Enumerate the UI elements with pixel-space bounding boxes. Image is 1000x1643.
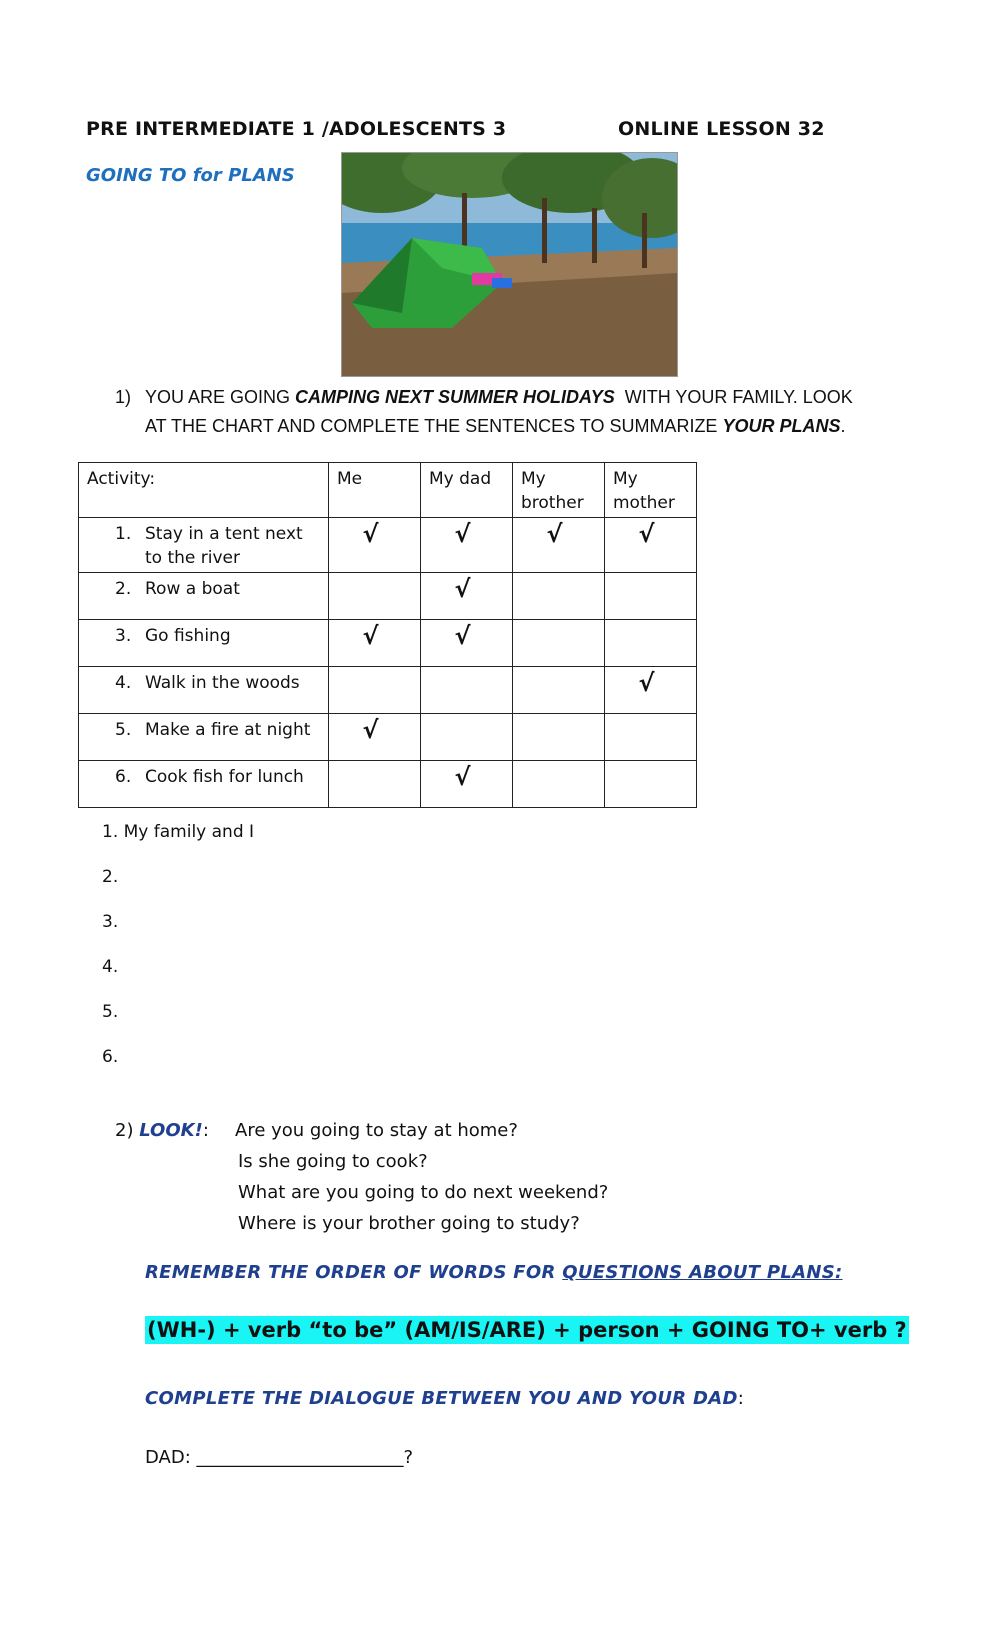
look-colon: : xyxy=(202,1120,209,1141)
header-my-brother: My brother xyxy=(513,463,605,518)
remember-note xyxy=(145,1262,843,1283)
tick-cell[interactable] xyxy=(421,714,513,761)
tick-cell[interactable] xyxy=(513,714,605,761)
activity-label: Row a boat xyxy=(145,579,240,599)
tick-cell[interactable] xyxy=(605,667,697,714)
complete-dialogue-instruction xyxy=(145,1388,744,1409)
header-activity: Activity: xyxy=(79,463,329,518)
activity-number: 1. xyxy=(115,524,132,544)
check-mark-icon: √ xyxy=(362,520,379,548)
answer-line[interactable]: 2. xyxy=(102,867,119,887)
tick-cell[interactable] xyxy=(605,620,697,667)
example-questions xyxy=(235,1115,608,1239)
activity-number: 6. xyxy=(115,767,132,787)
activity-number: 5. xyxy=(115,720,132,740)
tick-cell[interactable] xyxy=(329,761,421,808)
activity-number: 2. xyxy=(115,579,132,599)
chart-row xyxy=(79,714,697,761)
check-mark-icon: √ xyxy=(638,520,655,548)
activity-label: Go fishing xyxy=(145,626,231,646)
tick-cell[interactable] xyxy=(421,667,513,714)
tick-cell[interactable] xyxy=(513,761,605,808)
tick-cell[interactable] xyxy=(421,620,513,667)
tick-cell[interactable] xyxy=(605,573,697,620)
tick-cell[interactable] xyxy=(329,620,421,667)
check-mark-icon: √ xyxy=(454,622,471,650)
tick-cell[interactable] xyxy=(605,761,697,808)
look-label: LOOK! xyxy=(139,1120,203,1141)
tick-cell[interactable] xyxy=(513,620,605,667)
tick-cell[interactable] xyxy=(329,714,421,761)
tick-cell[interactable] xyxy=(513,573,605,620)
exercise2-number: 2) xyxy=(115,1120,134,1141)
remember-prefix: REMEMBER THE ORDER OF WORDS FOR xyxy=(145,1262,563,1283)
formula-line xyxy=(145,1318,909,1342)
exercise1-instructions: YOU ARE GOING CAMPING NEXT SUMMER HOLIDAYS WITH YOUR FAMILY. LOOK AT THE CHART AND COMPLETE THE SENTENCES TO SUMMARIZE YOUR PLANS. xyxy=(145,387,853,436)
dialogue-line-dad[interactable]: DAD: _______________________? xyxy=(145,1447,414,1468)
tick-cell[interactable] xyxy=(329,518,421,573)
chart-header-row xyxy=(79,463,697,518)
exercise1-number: 1) xyxy=(115,387,132,407)
example-question: What are you going to do next weekend? xyxy=(238,1182,609,1203)
activity-label: Walk in the woods xyxy=(145,673,300,693)
remember-underlined: QUESTIONS ABOUT PLANS: xyxy=(562,1262,843,1283)
check-mark-icon: √ xyxy=(638,669,655,697)
camping-photo xyxy=(341,152,678,377)
check-mark-icon: √ xyxy=(546,520,563,548)
check-mark-icon: √ xyxy=(362,622,379,650)
tick-cell[interactable] xyxy=(329,667,421,714)
tick-cell[interactable] xyxy=(605,518,697,573)
tick-cell[interactable] xyxy=(513,518,605,573)
tick-cell[interactable] xyxy=(605,714,697,761)
activity-cell xyxy=(79,573,329,620)
example-question: Where is your brother going to study? xyxy=(238,1213,580,1234)
formula: (WH-) + verb “to be” (AM/IS/ARE) + person + GOING TO+ verb ? xyxy=(147,1318,907,1342)
activity-label: Stay in a tent next to the river xyxy=(145,524,303,568)
header-left: PRE INTERMEDIATE 1 /ADOLESCENTS 3 xyxy=(86,118,507,140)
activity-cell xyxy=(79,761,329,808)
complete-text: COMPLETE THE DIALOGUE BETWEEN YOU AND YOUR DAD xyxy=(145,1388,738,1409)
tick-cell[interactable] xyxy=(329,573,421,620)
tick-cell[interactable] xyxy=(421,761,513,808)
chart-row xyxy=(79,573,697,620)
check-mark-icon: √ xyxy=(454,763,471,791)
exercise2-heading xyxy=(115,1115,209,1146)
activity-cell xyxy=(79,518,329,573)
answer-line[interactable]: 3. xyxy=(102,912,119,932)
chart-row xyxy=(79,667,697,714)
chart-row xyxy=(79,518,697,573)
answer-line[interactable]: 5. xyxy=(102,1002,119,1022)
activity-cell xyxy=(79,714,329,761)
tick-cell[interactable] xyxy=(421,518,513,573)
check-mark-icon: √ xyxy=(454,575,471,603)
header-my-dad: My dad xyxy=(421,463,513,518)
header-me: Me xyxy=(329,463,421,518)
tick-cell[interactable] xyxy=(513,667,605,714)
check-mark-icon: √ xyxy=(362,716,379,744)
activity-number: 4. xyxy=(115,673,132,693)
answer-line[interactable]: 1. My family and I xyxy=(102,822,255,842)
example-question: Is she going to cook? xyxy=(238,1151,428,1172)
answer-line[interactable]: 4. xyxy=(102,957,119,977)
answer-line[interactable]: 6. xyxy=(102,1047,119,1067)
chart-row xyxy=(79,620,697,667)
subtitle: GOING TO for PLANS xyxy=(86,165,295,186)
tick-cell[interactable] xyxy=(421,573,513,620)
activity-chart xyxy=(78,462,697,808)
header-right: ONLINE LESSON 32 xyxy=(618,118,825,140)
complete-colon: : xyxy=(737,1388,745,1409)
header-my-mother: My mother xyxy=(605,463,697,518)
activity-cell xyxy=(79,667,329,714)
activity-cell xyxy=(79,620,329,667)
activity-label: Make a fire at night xyxy=(145,720,311,740)
activity-number: 3. xyxy=(115,626,132,646)
check-mark-icon: √ xyxy=(454,520,471,548)
activity-label: Cook fish for lunch xyxy=(145,767,304,787)
chart-row xyxy=(79,761,697,808)
answer-lines xyxy=(102,822,254,1092)
example-question: Are you going to stay at home? xyxy=(235,1120,518,1141)
